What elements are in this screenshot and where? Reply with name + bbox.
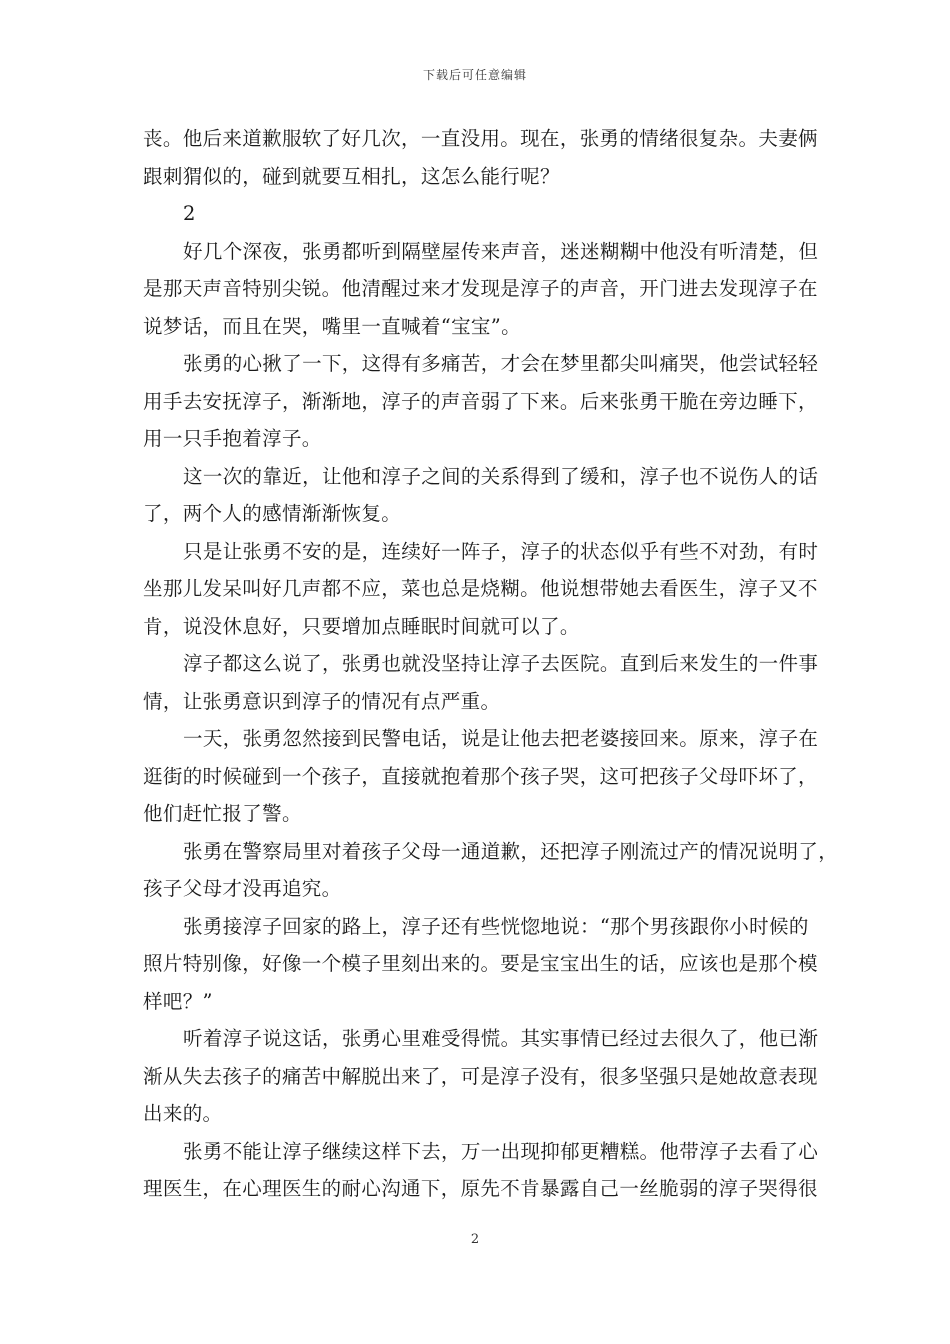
text-line: 跟刺猬似的，碰到就要互相扎，这怎么能行呢？: [143, 164, 560, 188]
text-line: 好几个深夜，张勇都听到隔壁屋传来声音，迷迷糊糊中他没有听清楚，但: [183, 239, 819, 263]
text-line: 样吧？”: [143, 989, 213, 1013]
text-line: 孩子父母才没再追究。: [143, 877, 342, 900]
text-line: 2: [183, 202, 196, 225]
text-line: 一天，张勇忽然接到民警电话，说是让他去把老婆接回来。原来，淳子在: [183, 727, 819, 750]
text-line: 听着淳子说这话，张勇心里难受得慌。其实事情已经过去很久了，他已渐: [183, 1027, 819, 1050]
text-line: 这一次的靠近，让他和淳子之间的关系得到了缓和，淳子也不说伤人的话: [183, 464, 819, 488]
text-line: 张勇接淳子回家的路上，淳子还有些恍惚地说：“那个男孩跟你小时候的: [183, 914, 809, 938]
text-line: 淳子都这么说了，张勇也就没坚持让淳子去医院。直到后来发生的一件事: [183, 652, 819, 675]
text-line: 丧。他后来道歉服软了好几次，一直没用。现在，张勇的情绪很复杂。夫妻俩: [143, 127, 818, 150]
text-line: 情，让张勇意识到淳子的情况有点严重。: [143, 689, 501, 713]
text-line: 坐那儿发呆叫好几声都不应，菜也总是烧糊。他说想带她去看医生，淳子又不: [143, 577, 818, 600]
text-line: 说梦话，而且在哭，嘴里一直喊着“宝宝”。: [143, 314, 521, 338]
text-line: 是那天声音特别尖锐。他清醒过来才发现是淳子的声音，开门进去发现淳子在: [143, 277, 818, 300]
text-line: 出来的。: [143, 1102, 223, 1125]
text-line: 张勇的心揪了一下，这得有多痛苦，才会在梦里都尖叫痛哭，他尝试轻轻: [183, 352, 819, 375]
text-line: 只是让张勇不安的是，连续好一阵子，淳子的状态似乎有些不对劲，有时: [183, 539, 819, 563]
text-line: 了，两个人的感情渐渐恢复。: [143, 502, 402, 525]
text-line: 逛街的时候碰到一个孩子，直接就抱着那个孩子哭，这可把孩子父母吓坏了，: [143, 764, 818, 788]
text-line: 渐从失去孩子的痛苦中解脱出来了，可是淳子没有，很多坚强只是她故意表现: [143, 1064, 818, 1088]
text-line: 肯，说没休息好，只要增加点睡眠时间就可以了。: [143, 614, 580, 638]
text-line: 张勇在警察局里对着孩子父母一通道歉，还把淳子刚流过产的情况说明了，: [183, 839, 839, 863]
text-line: 理医生，在心理医生的耐心沟通下，原先不肯暴露自己一丝脆弱的淳子哭得很: [143, 1177, 818, 1200]
document-body: [143, 120, 839, 1208]
page-header: 下载后可任意编辑: [422, 68, 527, 82]
text-line: 用手去安抚淳子，渐渐地，淳子的声音弱了下来。后来张勇干脆在旁边睡下，: [143, 389, 818, 413]
text-line: 用一只手抱着淳子。: [143, 427, 322, 450]
page-number: 2: [470, 1232, 480, 1247]
text-line: 他们赶忙报了警。: [143, 802, 302, 825]
text-line: 照片特别像，好像一个模子里刻出来的。要是宝宝出生的话，应该也是那个模: [143, 952, 818, 975]
text-line: 张勇不能让淳子继续这样下去，万一出现抑郁更糟糕。他带淳子去看了心: [183, 1139, 819, 1163]
